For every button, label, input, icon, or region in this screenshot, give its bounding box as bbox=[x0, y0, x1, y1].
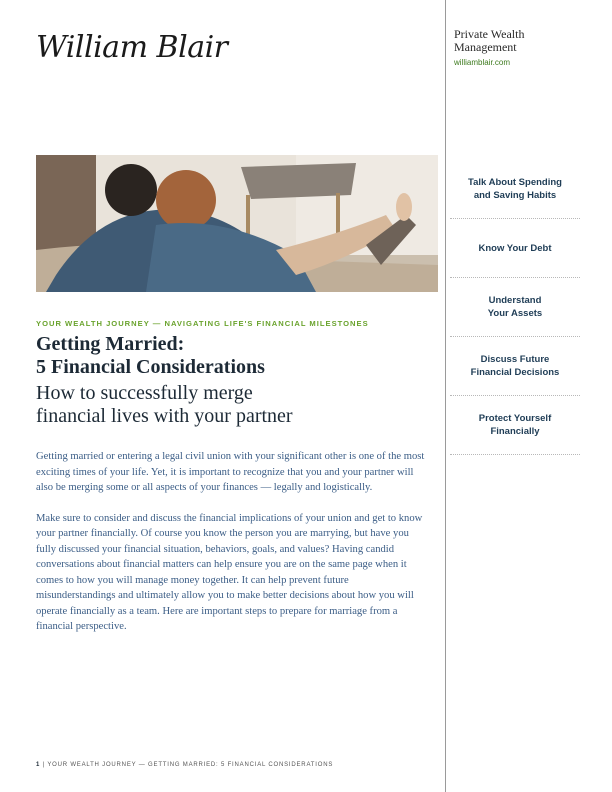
sidebar-item-know-your-debt[interactable] bbox=[450, 219, 580, 278]
footer-separator: | bbox=[40, 762, 48, 768]
sidebar-item-label: Financially bbox=[490, 426, 540, 437]
subtitle-line-1: How to successfully merge bbox=[36, 382, 253, 404]
sidebar-item-understand-assets[interactable] bbox=[450, 278, 580, 337]
footer-text: YOUR WEALTH JOURNEY — GETTING MARRIED: 5 FINANCIAL CONSIDERATIONS bbox=[47, 762, 334, 768]
couple-photo bbox=[36, 155, 438, 292]
body-paragraph: Make sure to consider and discuss the financial implications of your union and get to know your partner financially. Of course you know the person you are marrying, but have you fully discussed your financial situation, behaviors, goals, and values? Having candid conversations about financial matters can help ensure you are on the same page when it comes to how you will manage money together. It can help prevent future misunderstandings and ultimately allow you to make better decisions about how you will operate financially as a team. Here are important steps to prepare for marriage from a financial perspective. bbox=[36, 512, 423, 632]
intro-paragraph: Getting married or entering a legal civil union with your significant other is one of the most exciting times of your life. Yet, it is important to recognize that you and your partner will also be merging some or all aspects of your finances — legally and logistically. bbox=[36, 451, 425, 493]
sidebar-item-label: and Saving Habits bbox=[473, 190, 557, 201]
couple-photo-illustration bbox=[36, 155, 438, 292]
page-footer bbox=[36, 762, 436, 768]
title-line-2: 5 Financial Considerations bbox=[36, 356, 265, 378]
brand-block bbox=[454, 28, 604, 69]
sidebar-item-label: Know Your Debt bbox=[478, 242, 552, 254]
article-body bbox=[36, 449, 430, 650]
sidebar-item-label: Understand bbox=[488, 295, 542, 306]
page-number: 1 bbox=[36, 762, 41, 768]
vertical-divider bbox=[445, 0, 446, 792]
brand-line-2: Management bbox=[454, 40, 517, 54]
william-blair-logo: William Blair bbox=[36, 30, 228, 65]
sidebar-item-future-decisions[interactable] bbox=[450, 337, 580, 396]
section-eyebrow: YOUR WEALTH JOURNEY — NAVIGATING LIFE'S FINANCIAL MILESTONES bbox=[36, 319, 369, 328]
brand-line-1: Private Wealth bbox=[454, 27, 525, 41]
subtitle-line-2: financial lives with your partner bbox=[36, 405, 293, 427]
page-title bbox=[36, 333, 441, 379]
sidebar-item-label: Talk About Spending bbox=[468, 177, 562, 188]
sidebar-item-spending-saving[interactable] bbox=[450, 160, 580, 219]
sidebar-item-label: Financial Decisions bbox=[470, 367, 560, 378]
page-subtitle bbox=[36, 382, 441, 428]
sidebar-item-protect-yourself[interactable] bbox=[450, 396, 580, 455]
website-link[interactable]: williamblair.com bbox=[454, 58, 511, 67]
title-line-1: Getting Married: bbox=[36, 333, 185, 355]
sidebar-item-label: Your Assets bbox=[487, 308, 543, 319]
sidebar-item-label: Discuss Future bbox=[480, 354, 550, 365]
sidebar-topics bbox=[450, 160, 580, 455]
sidebar-item-label: Protect Yourself bbox=[478, 413, 552, 424]
